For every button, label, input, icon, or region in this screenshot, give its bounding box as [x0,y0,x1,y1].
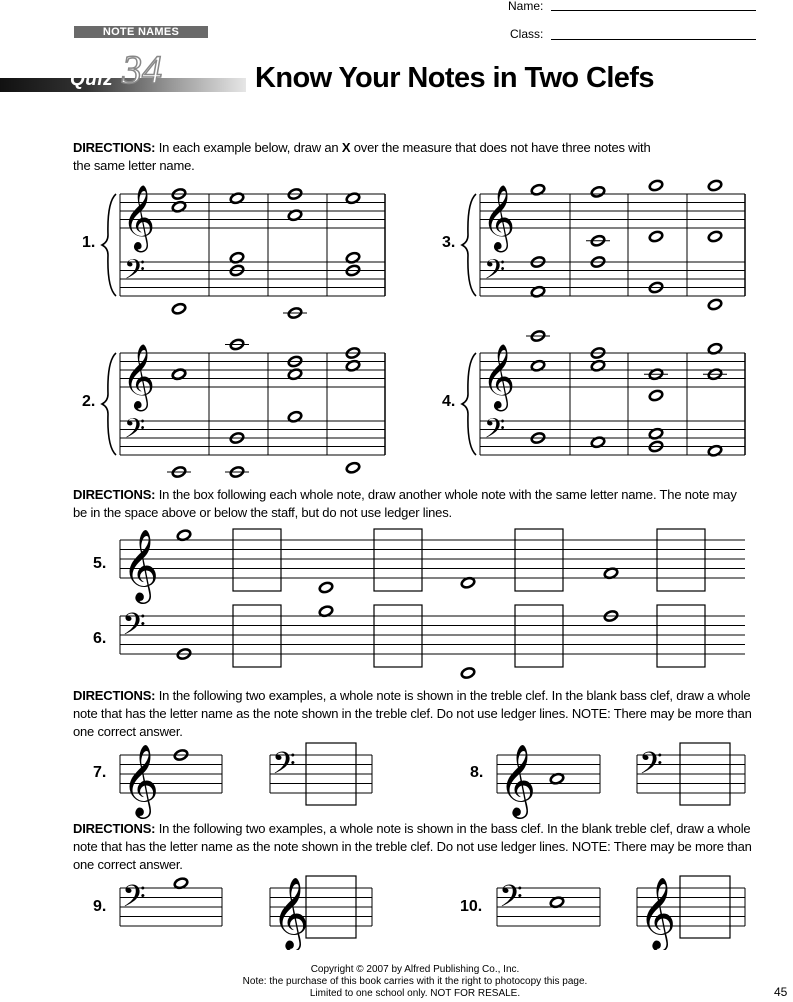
answer-box [657,605,705,667]
section-tag: NOTE NAMES [74,26,208,38]
whole-note [648,230,663,243]
example-number: 4. [442,393,456,410]
bass-clef-icon: 𝄢 [122,878,146,922]
treble-clef-icon: 𝄞 [122,185,156,250]
directions-1: DIRECTIONS: In each example below, draw an X over the measure that does not have three notes with the same letter name. [73,140,651,173]
example-number: 2. [82,393,96,410]
treble-clef-icon: 𝄞 [122,344,156,409]
example-number: 7. [93,764,107,781]
brace-icon [462,353,476,455]
quiz-label: Quiz [70,69,114,90]
whole-note [648,389,663,402]
directions-3: DIRECTIONS: In the following two examples, a whole note is shown in the treble clef. In the blank bass clef, draw a whole note that has the letter name as the note shown in the treble clef. Do not use ledger lines. NOTE: There may be more than one correct answer. [73,688,752,739]
example-number: 5. [93,555,107,572]
treble-clef-icon: 𝄞 [482,344,516,409]
treble-clef-icon: 𝄞 [122,528,160,601]
treble-clef-icon: 𝄞 [482,185,516,250]
whole-note [648,179,663,192]
whole-note [460,667,475,680]
whole-note [590,186,605,199]
single-staff-exercises [0,520,793,680]
page-title: Know Your Notes in Two Clefs [255,62,654,94]
answer-box [374,529,422,591]
whole-note [707,230,722,243]
bass-clef-icon: 𝄢 [272,745,296,789]
clef-pair-exercises [0,730,793,950]
answer-box [233,605,281,667]
quiz-number: 34 [122,47,162,92]
answer-box [233,529,281,591]
directions-2: DIRECTIONS: In the box following each whole note, draw another whole note with the same letter name. The note may be in the space above or below the staff, but do not use ledger lines. [73,487,737,520]
whole-note [707,179,722,192]
directions-lead: DIRECTIONS: [73,140,156,155]
name-label: Name: [508,0,544,13]
copyright-footer: Copyright © 2007 by Alfred Publishing Co., Inc. Note: the purchase of this book carries with it the right to photocopy this page. Limited to one school only. NOT FOR RESALE. [242,964,588,999]
bass-clef-icon: 𝄢 [122,606,146,650]
answer-box [374,605,422,667]
example-number: 6. [93,630,107,647]
grand-staff-exercises [0,0,793,480]
example-number: 8. [470,764,484,781]
example-number: 10. [460,898,483,915]
directions-4: DIRECTIONS: In the following two examples, a whole note is shown in the bass clef. In the blank treble clef, draw a whole note that has the letter name as the note shown in the treble clef. Do not use ledger lines. NOTE: There may be more than one correct answer. [73,821,752,872]
whole-note [345,461,360,474]
treble-clef-icon: 𝄞 [499,743,537,816]
example-number: 1. [82,234,96,251]
bass-clef-icon: 𝄢 [639,745,663,789]
whole-note [707,298,722,311]
example-number: 9. [93,898,107,915]
answer-box [515,529,563,591]
answer-box [515,605,563,667]
bass-clef-icon: 𝄢 [484,412,506,452]
treble-clef-icon: 𝄞 [639,876,677,949]
class-label: Class: [510,27,544,41]
example-number: 3. [442,234,456,251]
treble-clef-icon: 𝄞 [272,876,310,949]
answer-box [657,529,705,591]
bass-clef-icon: 𝄢 [124,412,146,452]
treble-clef-icon: 𝄞 [122,743,160,816]
whole-note [171,302,186,315]
bass-clef-icon: 𝄢 [484,253,506,293]
page-number: 45 [774,985,788,999]
bass-clef-icon: 𝄢 [499,878,523,922]
whole-note [318,581,333,594]
brace-icon [462,194,476,296]
brace-icon [102,353,116,455]
brace-icon [102,194,116,296]
bass-clef-icon: 𝄢 [124,253,146,293]
